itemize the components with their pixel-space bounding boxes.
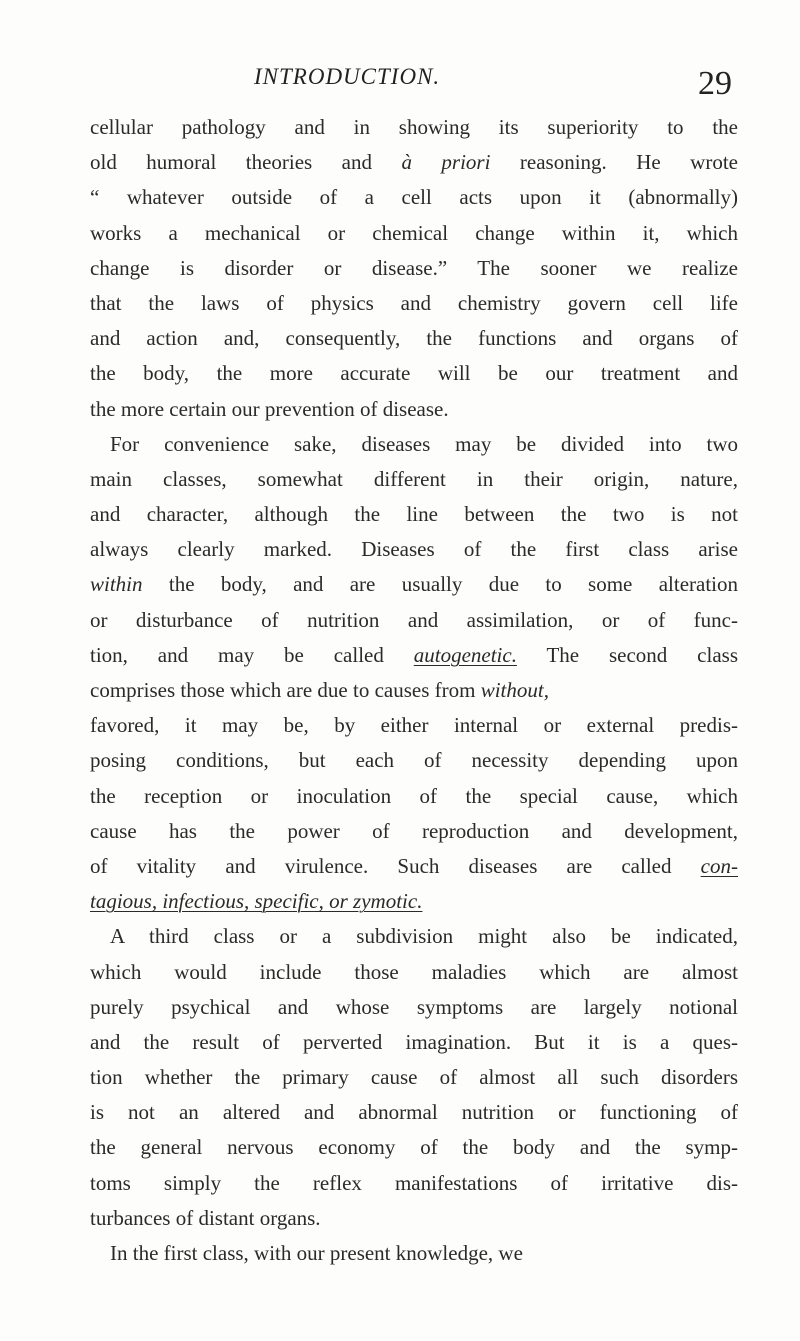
text-run: “ whatever outside of a cell acts upon it (abnormally) bbox=[90, 185, 738, 210]
text-run: The second class bbox=[516, 642, 738, 667]
text-run: and action and, consequently, the functions and organs of bbox=[90, 326, 738, 351]
text-run: the general nervous economy of the body and the symp- bbox=[90, 1135, 738, 1160]
text-line bbox=[90, 1166, 738, 1201]
text-run: the body, the more accurate will be our treatment and bbox=[90, 361, 738, 386]
text-run: cause has the power of reproduction and development, bbox=[90, 818, 738, 843]
text-line bbox=[90, 532, 738, 567]
text-line bbox=[90, 1236, 738, 1271]
text-run: con- bbox=[700, 853, 738, 878]
text-run: tion whether the primary cause of almost all such disorders bbox=[90, 1065, 738, 1090]
text-run: change is disorder or disease.” The sooner we realize bbox=[90, 255, 738, 280]
text-line bbox=[90, 251, 738, 286]
text-run: tion, and may be called bbox=[90, 642, 414, 667]
text-line bbox=[90, 110, 738, 145]
text-line bbox=[90, 884, 738, 919]
text-line bbox=[90, 286, 738, 321]
text-run: autogenetic. bbox=[413, 642, 517, 667]
text-line bbox=[90, 356, 738, 391]
text-run: which would include those maladies which are almost bbox=[90, 959, 738, 984]
text-run: without, bbox=[480, 678, 549, 702]
text-run: For convenience sake, diseases may be divided into two bbox=[110, 431, 738, 456]
text-line bbox=[90, 567, 738, 602]
text-run: old humoral theories and bbox=[90, 150, 402, 175]
text-line bbox=[90, 1060, 738, 1095]
text-line bbox=[90, 708, 738, 743]
text-run: comprises those which are due to causes from bbox=[90, 678, 481, 702]
text-run: favored, it may be, by either internal or external predis- bbox=[90, 713, 738, 738]
text-line bbox=[90, 145, 738, 180]
text-line bbox=[90, 180, 738, 215]
text-run: or disturbance of nutrition and assimilation, or of func- bbox=[90, 607, 738, 632]
text-run: of vitality and virulence. Such diseases are called bbox=[90, 853, 701, 878]
text-run: is not an altered and abnormal nutrition or functioning of bbox=[90, 1100, 738, 1125]
text-run: reasoning. He wrote bbox=[490, 150, 739, 175]
text-run: à priori bbox=[401, 150, 491, 175]
page-number: 29 bbox=[698, 65, 732, 102]
text-line bbox=[90, 1130, 738, 1165]
text-line bbox=[90, 1095, 738, 1130]
text-line bbox=[90, 779, 738, 814]
text-line bbox=[90, 427, 738, 462]
text-line bbox=[90, 216, 738, 251]
text-line bbox=[90, 1025, 738, 1060]
text-run: the reception or inoculation of the special cause, which bbox=[90, 783, 738, 808]
body-text bbox=[90, 110, 738, 1271]
text-run: always clearly marked. Diseases of the first class arise bbox=[90, 537, 738, 562]
text-run: the more certain our prevention of disease. bbox=[90, 396, 449, 421]
running-head-title: INTRODUCTION. bbox=[254, 64, 441, 89]
text-run: main classes, somewhat different in their origin, nature, bbox=[90, 466, 738, 491]
text-run: A third class or a subdivision might also be indicated, bbox=[110, 924, 738, 949]
text-run: cellular pathology and in showing its superiority to the bbox=[90, 115, 738, 139]
text-line bbox=[90, 603, 738, 638]
text-line bbox=[90, 990, 738, 1025]
text-run: within bbox=[90, 572, 143, 597]
text-line bbox=[90, 849, 738, 884]
text-run: posing conditions, but each of necessity depending upon bbox=[90, 748, 738, 773]
text-line bbox=[90, 462, 738, 497]
text-run: toms simply the reflex manifestations of irritative dis- bbox=[90, 1170, 738, 1195]
text-run: the body, and are usually due to some alteration bbox=[142, 572, 738, 597]
text-line bbox=[90, 743, 738, 778]
text-line bbox=[90, 497, 738, 532]
text-run: works a mechanical or chemical change within it, which bbox=[90, 220, 738, 245]
text-line bbox=[90, 919, 738, 954]
running-head bbox=[0, 58, 800, 106]
text-line bbox=[90, 638, 738, 673]
text-run: turbances of distant organs. bbox=[90, 1205, 321, 1230]
text-run: that the laws of physics and chemistry govern cell life bbox=[90, 290, 738, 315]
text-run: and character, although the line between the two is not bbox=[90, 502, 738, 527]
text-run: and the result of perverted imagination. But it is a ques- bbox=[90, 1029, 738, 1054]
text-line bbox=[90, 321, 738, 356]
text-line bbox=[90, 814, 738, 849]
text-run: tagious, infectious, specific, or zymotic. bbox=[90, 889, 423, 914]
text-line bbox=[90, 1201, 738, 1236]
text-line bbox=[90, 955, 738, 990]
text-run: purely psychical and whose symptoms are largely notional bbox=[90, 994, 738, 1019]
text-line bbox=[90, 673, 738, 708]
text-line bbox=[90, 392, 738, 427]
text-run: In the first class, with our present knowledge, we bbox=[110, 1241, 523, 1265]
